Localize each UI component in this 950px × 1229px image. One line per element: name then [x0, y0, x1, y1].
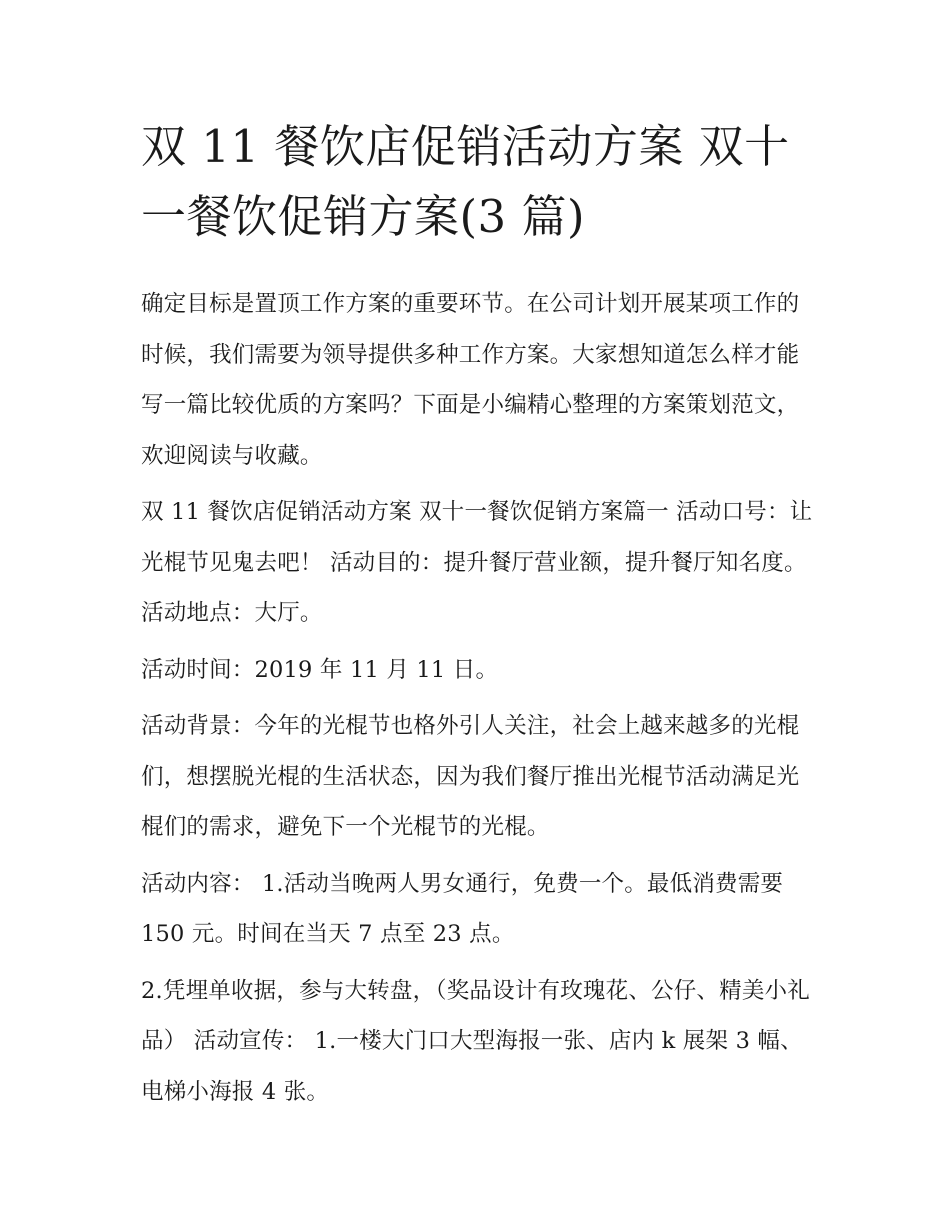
- paragraph-intro: 确定目标是置顶工作方案的重要环节。在公司计划开展某项工作的时候，我们需要为领导提供多种工作方案。大家想知道怎么样才能写一篇比较优质的方案吗？下面是小编精心整理的方案策划范文，欢迎阅读与收藏。: [141, 291, 800, 469]
- document-body: [141, 279, 813, 1123]
- document-title: 双 11 餐饮店促销活动方案 双十一餐饮促销方案(3 篇): [141, 120, 790, 243]
- paragraph-background: 活动背景：今年的光棍节也格外引人关注，社会上越来越多的光棍们，想摆脱光棍的生活状态，因为我们餐厅推出光棍节活动满足光棍们的需求，避免下一个光棍节的光棍。: [141, 713, 800, 840]
- paragraph-plan-one: 双 11 餐饮店促销活动方案 双十一餐饮促销方案篇一 活动口号：让光棍节见鬼去吧！ 活动目的：提升餐厅营业额，提升餐厅知名度。 活动地点：大厅。: [141, 499, 813, 626]
- paragraph-time: 活动时间：2019 年 11 月 11 日。: [141, 656, 499, 683]
- paragraph-promotion: 2.凭埋单收据，参与大转盘，（奖品设计有玫瑰花、公仔、精美小礼品） 活动宣传： 1.一楼大门口大型海报一张、店内 k 展架 3 幅、电梯小海报 4 张。: [141, 977, 810, 1105]
- paragraph-content: 活动内容： 1.活动当晚两人男女通行，免费一个。最低消费需要 150 元。时间在当天 7 点至 23 点。: [141, 870, 784, 947]
